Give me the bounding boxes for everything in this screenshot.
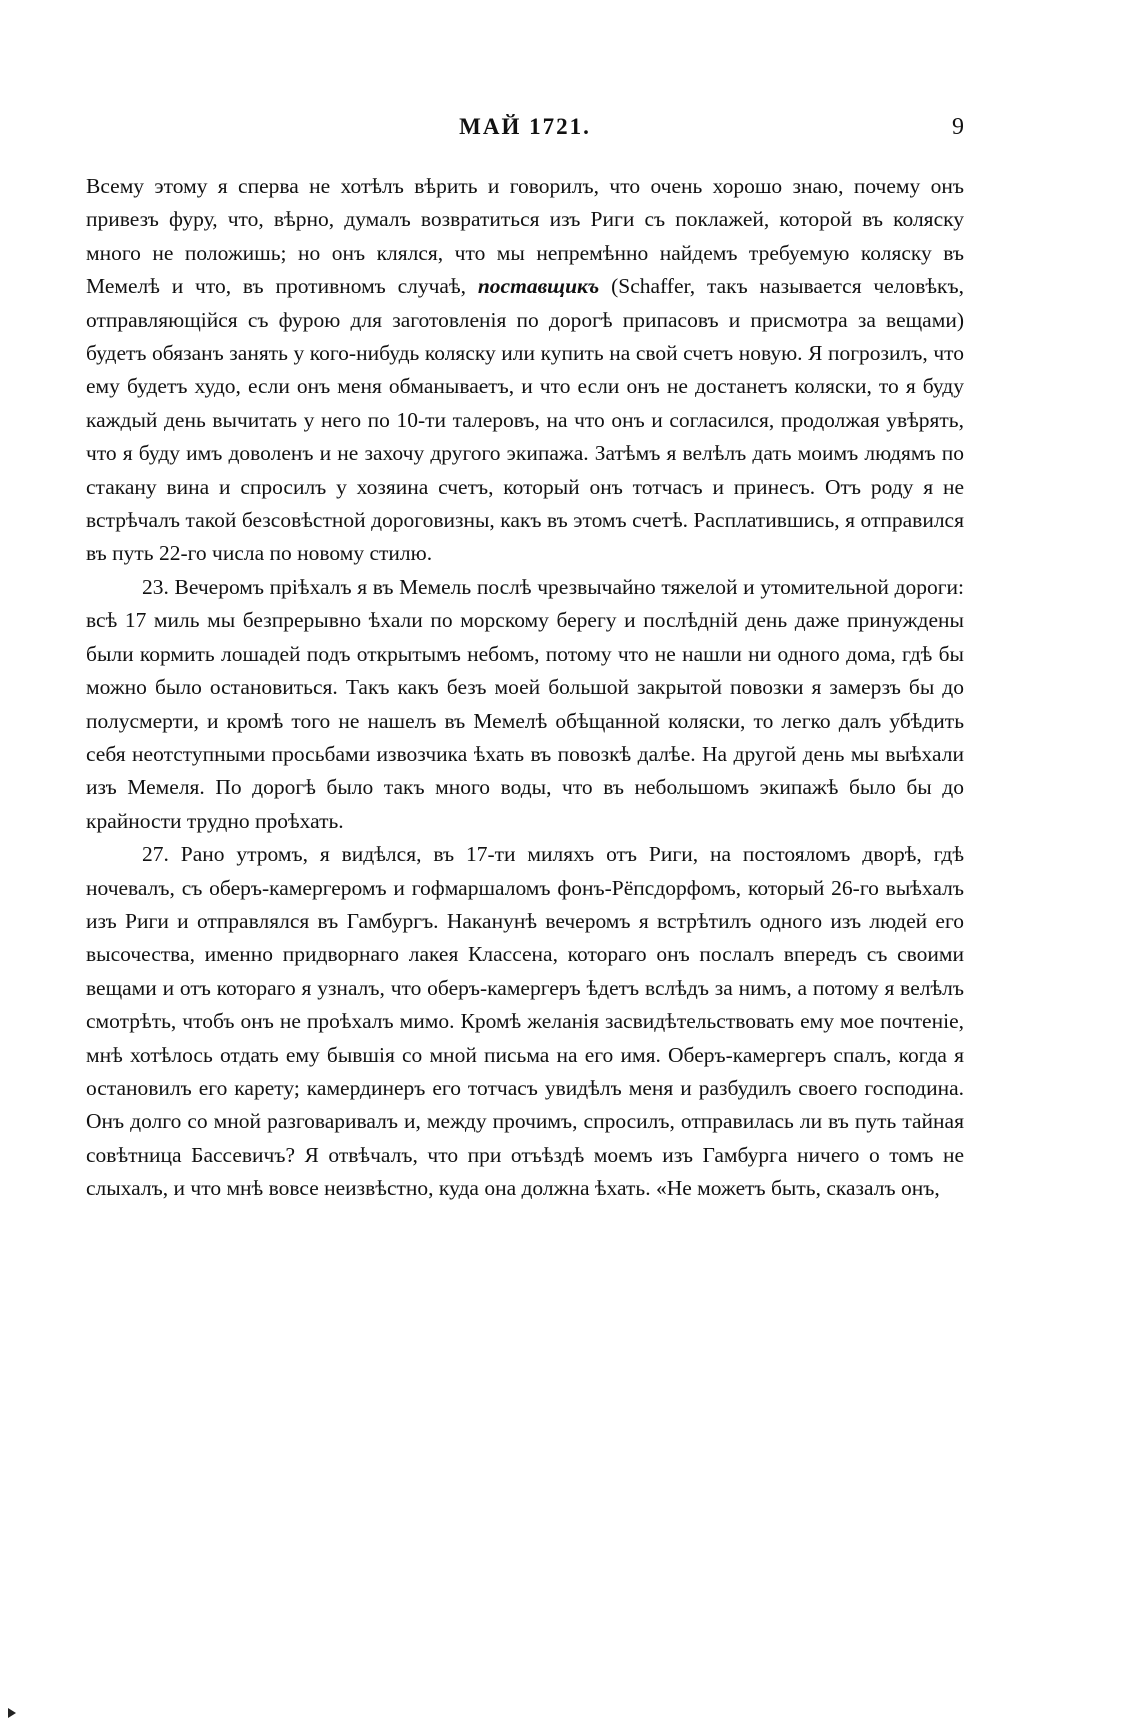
margin-marker-icon xyxy=(8,1708,16,1718)
page-header xyxy=(86,114,964,146)
text-segment: 27. Рано утромъ, я видѣлся, въ 17-ти миляхъ отъ Риги, на постояломъ дворѣ, гдѣ ночевалъ, съ оберъ-камергеромъ и гофмаршаломъ фонъ-Рёпсдорфомъ, который 26-го выѣхалъ изъ Риги и отправлялся въ Гамбургъ. Наканунѣ вечеромъ я встрѣтилъ одного изъ людей его высочества, именно придворнаго лакея Классена, котораго онъ послалъ впередъ съ своими вещами и отъ котораго я узналъ, что оберъ-камергеръ ѣдетъ вслѣдъ за нимъ, а потому я велѣлъ смотрѣть, чтобъ онъ не проѣхалъ мимо. Кромѣ желанія засвидѣтельствовать ему мое почтеніе, мнѣ хотѣлось отдать ему бывшія со мной письма на его имя. Оберъ-камергеръ спалъ, когда я остановилъ его карету; камердинеръ его тотчасъ увидѣлъ меня и разбудилъ своего господина. Онъ долго со мной разговаривалъ и, между прочимъ, спросилъ, отправилась ли въ путь тайная совѣтница Бассевичъ? Я отвѣчалъ, что при отъѣздѣ моемъ изъ Гамбурга ничего о томъ не слыхалъ, и что мнѣ вовсе неизвѣстно, куда она должна ѣхать. «Не можетъ быть, сказалъ онъ, xyxy=(86,842,964,1201)
running-title: МАЙ 1721. xyxy=(459,114,591,139)
body-text xyxy=(86,170,964,1206)
emphasized-word: поставщикъ xyxy=(477,274,600,299)
text-segment: Всему этому я сперва не хотѣлъ вѣрить и говорилъ, что очень хорошо знаю, почему онъ привезъ фуру, что, вѣрно, думалъ возвратиться изъ Риги съ поклажей, которой въ коляску много не положишь; но онъ клялся, что мы непремѣнно найдемъ требуемую коляску въ Мемелѣ и что, въ противномъ случаѣ, xyxy=(86,174,964,299)
page-number: 9 xyxy=(952,114,964,140)
paragraph-2 xyxy=(86,571,964,838)
text-segment: 23. Вечеромъ пріѣхалъ я въ Мемель послѣ чрезвычайно тяжелой и утомительной дороги: всѣ 17 миль мы безпрерывно ѣхали по морскому берегу и послѣдній день даже принуждены были кормить лошадей подъ открытымъ небомъ, потому что не нашли ни одного дома, гдѣ бы можно было остановиться. Такъ какъ безъ моей большой закрытой повозки я замерзъ бы до полусмерти, и кромѣ того не нашелъ въ Мемелѣ обѣщанной коляски, то легко далъ убѣдить себя неотступными просьбами извозчика ѣхать въ повозкѣ далѣе. На другой день мы выѣхали изъ Мемеля. По дорогѣ было такъ много воды, что въ небольшомъ экипажѣ было бы до крайности трудно проѣхать. xyxy=(86,574,964,833)
text-segment: (Schaffer, такъ называется человѣкъ, отправляющійся съ фурою для заготовленія по дорогѣ припасовъ и присмотра за вещами) будетъ обязанъ занять у кого-нибудь коляску или купить на свой счетъ новую. Я погрозилъ, что ему будетъ худо, если онъ меня обманываетъ, и что если онъ не достанетъ коляски, то я буду каждый день вычитать у него по 10-ти талеровъ, на что онъ и согласился, продолжая увѣрять, что я буду имъ доволенъ и не захочу другого экипажа. Затѣмъ я велѣлъ дать моимъ людямъ по стакану вина и спросилъ у хозяина счетъ, который онъ тотчасъ и принесъ. Отъ роду я не встрѣчалъ такой безсовѣстной дороговизны, какъ въ этомъ счетѣ. Расплатившись, я отправился въ путь 22-го числа по новому стилю. xyxy=(86,274,964,566)
paragraph-1 xyxy=(86,170,964,571)
paragraph-3 xyxy=(86,838,964,1205)
